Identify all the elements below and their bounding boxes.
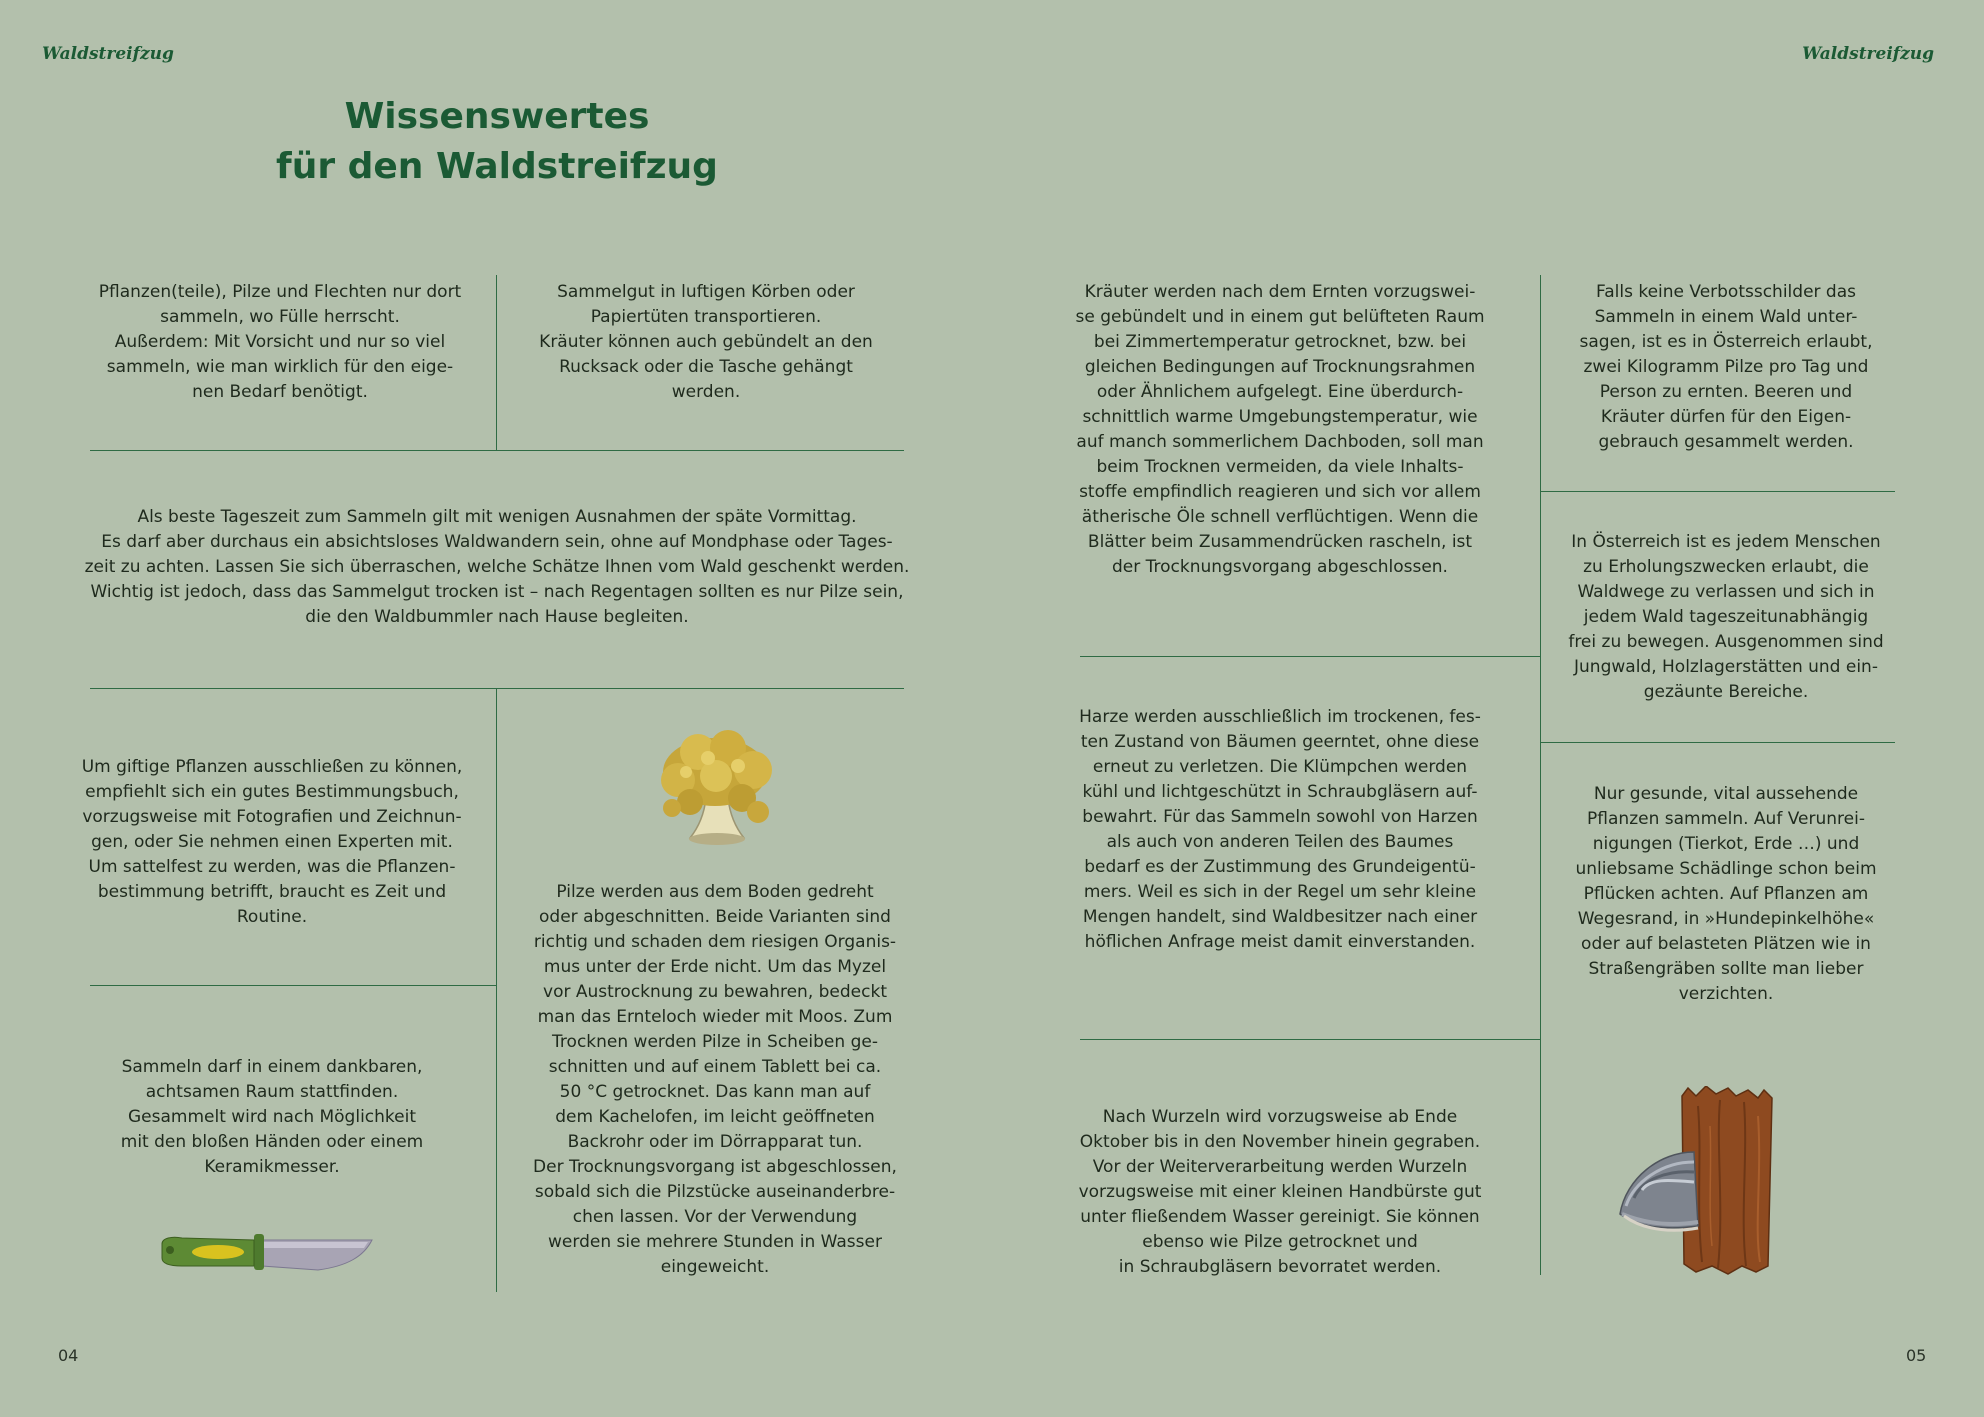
knife-icon (158, 1226, 380, 1276)
text-block-collection-limits: Falls keine Verbotsschilder das Sammeln in einem Wald unter- sagen, ist es in Österreich erlaubt, zwei Kilogramm Pilze pro Tag und Person zu ernten. Beeren und Kräuter dürfen für den Eigen- gebrauch gesammelt werden. (1579, 282, 1873, 452)
text-block-resins: Harze werden ausschließlich im trockenen, fes- ten Zustand von Bäumen geerntet, ohne diese erneut zu verletzen. Die Klümpchen werden kühl und lichtgeschützt in Schraubgläsern auf- bewahrt. Für das Sammeln sowohl von Harzen als auch von anderen Teilen des Baumes bedarf es der Zustimmung des Grundeigentü- mers. Weil es sich in der Regel um sehr kleine Mengen handelt, sind Waldbesitzer nach einer höflichen Anfrage meist damit einverstanden. (1079, 707, 1481, 952)
text-block-transport: Sammelgut in luftigen Körben oder Papiertüten transportieren. Kräuter können auch gebündelt an den Rucksack oder die Tasche gehängt werden. (539, 282, 873, 402)
text-block-drying-herbs: Kräuter werden nach dem Ernten vorzugswei- se gebündelt und in einem gut belüfteten Raum bei Zimmertemperatur getrocknet, bzw. bei gleichen Bedingungen auf Trocknungsrahmen oder Ähnlichem aufgelegt. Eine überdurch- schnittlich warme Umgebungstemperatur, wie auf manch sommerlichem Dachboden, soll man beim Trocknen vermeiden, da viele Inhalts- stoffe empfindlich reagieren und sich vor allem ätherische Öle schnell verflüchtigen. Wenn die Blätter beim Zusammendrücken rascheln, ist der Trocknungsvorgang abgeschlossen. (1075, 282, 1485, 577)
page-number-left: 04 (58, 1346, 79, 1365)
text-block-harvest-abundance: Pflanzen(teile), Pilze und Flechten nur dort sammeln, wo Fülle herrscht. Außerdem: Mit Vorsicht und nur so viel sammeln, wie man wirklich für den eige- nen Bedarf benötigt. (98, 282, 462, 402)
divider-horizontal (1540, 742, 1895, 743)
text-block-roots: Nach Wurzeln wird vorzugsweise ab Ende Oktober bis in den November hinein gegraben. Vor der Weiterverarbeitung werden Wurzeln vorzugsweise mit einer kleinen Handbürste gut unter fließendem Wasser gereinigt. Sie können ebenso wie Pilze getrocknet und in Schraubgläsern bevorratet werden. (1078, 1107, 1482, 1277)
text-block-healthy-plants: Nur gesunde, vital aussehende Pflanzen sammeln. Auf Verunrei- nigungen (Tierkot, Erde …) und unliebsame Schädlinge schon beim Pflücken achten. Auf Pflanzen am Wegesrand, in »Hundepinkelhöhe« oder auf belasteten Plätzen wie in Straßengräben sollte man lieber verzichten. (1575, 784, 1877, 1004)
page-title-line1: Wissenswertes (344, 96, 650, 137)
divider-vertical (496, 688, 497, 1292)
divider-vertical (1540, 275, 1541, 1275)
divider-horizontal (1080, 1039, 1540, 1040)
running-header-right: Waldstreifzug (1802, 44, 1934, 64)
text-block-forest-access: In Österreich ist es jedem Menschen zu Erholungszwecken erlaubt, die Waldwege zu verlassen und sich in jedem Wald tageszeitunabhängig frei zu bewegen. Ausgenommen sind Jungwald, Holzlagerstätten und ein- gezäunte Bereiche. (1568, 532, 1884, 702)
text-block-identification: Um giftige Pflanzen ausschließen zu können, empfiehlt sich ein gutes Bestimmungsbuch, vorzugsweise mit Fotografien und Zeichnun- gen, oder Sie nehmen einen Experten mit. Um sattelfest zu werden, was die Pflanzen- bestimmung betrifft, braucht es Zeit und Routine. (81, 757, 463, 927)
divider-horizontal (1080, 656, 1540, 657)
text-block-time-of-day: Als beste Tageszeit zum Sammeln gilt mit wenigen Ausnahmen der späte Vormittag. Es darf aber durchaus ein absichtsloses Waldwandern sein, ohne auf Mondphase oder Tages- zeit zu achten. Lassen Sie sich überraschen, welche Schätze Ihnen vom Wald geschenkt werden. Wichtig ist jedoch, dass das Sammelgut trocken ist – nach Regentagen sollten es nur Pilze sein, die den Waldbummler nach Hause begleiten. (84, 507, 910, 627)
text-block-mindful-collecting: Sammeln darf in einem dankbaren, achtsamen Raum stattfinden. Gesammelt wird nach Möglichkeit mit den bloßen Händen oder einem Keramikmesser. (120, 1057, 424, 1177)
text-block-mushrooms: Pilze werden aus dem Boden gedreht oder abgeschnitten. Beide Varianten sind richtig und schaden dem riesigen Organis- mus unter der Erde nicht. Um das Myzel vor Austrocknung zu bewahren, bedeckt man das Ernteloch wieder mit Moos. Zum Trocknen werden Pilze in Scheiben ge- schnitten und auf einem Tablett bei ca. 50 °C getrocknet. Das kann man auf dem Kachelofen, im leicht geöffneten Backrohr oder im Dörrapparat tun. Der Trocknungsvorgang ist abgeschlossen, sobald sich die Pilzstücke auseinanderbre- chen lassen. Vor der Verwendung werden sie mehrere Stunden in Wasser eingeweicht. (533, 882, 897, 1277)
bracket-fungus-icon (1616, 1086, 1816, 1276)
divider-horizontal (1540, 491, 1895, 492)
divider-horizontal (90, 450, 904, 451)
page-title-line2: für den Waldstreifzug (276, 146, 718, 187)
page-number-right: 05 (1906, 1346, 1927, 1365)
divider-horizontal (90, 688, 904, 689)
running-header-left: Waldstreifzug (42, 44, 174, 64)
divider-horizontal (90, 985, 496, 986)
page-title (200, 92, 794, 192)
divider-vertical (496, 275, 497, 450)
mushroom-icon (650, 728, 784, 850)
